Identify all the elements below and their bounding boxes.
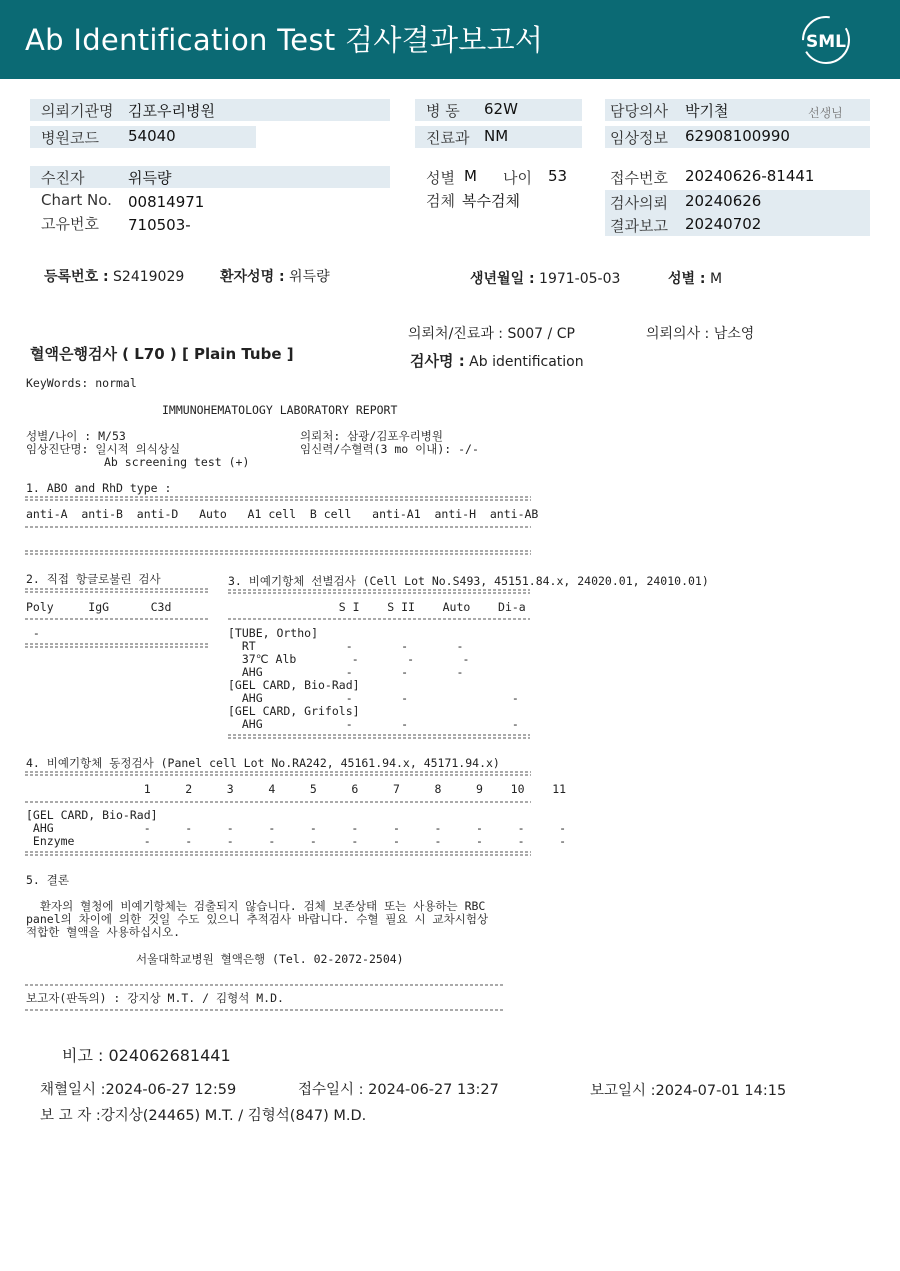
section2-double-rule (25, 587, 209, 595)
id-label: 고유번호 (41, 215, 99, 233)
doctor-value: 박기철 (685, 102, 729, 120)
hospital-value: 김포우리병원 (128, 102, 215, 120)
doctor-suffix: 선생님 (808, 106, 843, 120)
age-value: 53 (548, 167, 568, 185)
blood-bank-hospital: 서울대학교병원 혈액은행 (Tel. 02-2072-2504) (136, 952, 404, 966)
report-time: 보고일시 :2024-07-01 14:15 (590, 1083, 787, 1099)
reporter-top-rule (25, 983, 503, 987)
receipt-label: 접수번호 (610, 169, 668, 187)
doctor-label: 담당의사 (610, 102, 668, 120)
logo-text: SML (806, 32, 846, 52)
receipt-value: 20240626-81441 (685, 167, 815, 185)
section3-end-rule (228, 733, 530, 741)
section4-end-rule (25, 850, 531, 858)
section3-rule (228, 617, 530, 621)
sex-label: 성별 (426, 169, 455, 187)
specimen-label: 검체 (426, 192, 455, 210)
section2-title: 2. 직접 항글로불린 검사 (26, 572, 161, 586)
section1-double-rule (25, 495, 531, 503)
patient-value: 위득량 (128, 169, 172, 187)
reporter-footer: 보 고 자 :강지상(24465) M.T. / 김형석(847) M.D. (40, 1108, 367, 1124)
note: 비고 : 024062681441 (62, 1046, 231, 1065)
report-title: Ab Identification Test 검사결과보고서 (25, 23, 544, 57)
clinical-value: 62908100990 (685, 127, 790, 145)
summary-birth: 생년월일 : 1971-05-03 (470, 271, 621, 287)
referrer: 의뢰처: 삼광/김포우리병원 (300, 429, 443, 443)
summary-name: 환자성명 : 위득량 (220, 269, 330, 285)
section1-end-rule (25, 549, 531, 557)
dept-value: NM (484, 127, 509, 145)
screening: Ab screening test (+) (104, 455, 250, 469)
hospital-label: 의뢰기관명 (41, 102, 114, 120)
id-value: 710503- (128, 216, 191, 234)
section2-end-rule (25, 642, 209, 650)
section4-headers: 1 2 3 4 5 6 7 8 9 10 11 (26, 782, 567, 796)
chart-label: Chart No. (41, 191, 112, 209)
section4-rule (25, 800, 531, 804)
section4-double-rule (25, 770, 531, 778)
summary-reg: 등록번호 : S2419029 (44, 269, 185, 285)
section2-headers: Poly IgG C3d (26, 600, 172, 614)
report-date-value: 20240702 (685, 215, 762, 233)
age-label: 나이 (503, 169, 532, 187)
section3-title: 3. 비예기항체 선별검사 (Cell Lot No.S493, 45151.84.x, 24020.01, 24010.01) (228, 574, 709, 588)
sex-value: M (464, 167, 477, 185)
dept-label: 진료과 (426, 129, 470, 147)
sex-age: 성별/나이 : M/53 (26, 429, 126, 443)
section1-headers: anti-A anti-B anti-D Auto A1 cell B cell anti-A1 anti-H anti-AB (26, 507, 539, 521)
reporter-text: 보고자(판독의) : 강지상 M.T. / 김형석 M.D. (26, 991, 284, 1005)
keywords: KeyWords: normal (26, 376, 137, 390)
section3-headers: S I S II Auto Di-a (228, 600, 526, 614)
section5-title: 5. 결론 (26, 873, 69, 887)
code-label: 병원코드 (41, 129, 99, 147)
section3-rows: [TUBE, Ortho] RT - - - 37℃ Alb - - - AHG - - - [GEL CARD, Bio-Rad] AHG - - - [GEL CARD, Grifols] AHG - - - (228, 626, 519, 731)
section2-rule (25, 617, 209, 621)
reporter-bottom-rule (25, 1008, 503, 1012)
request-value: 20240626 (685, 192, 762, 210)
sml-logo-icon (800, 14, 852, 66)
section1-title: 1. ABO and RhD type : (26, 481, 172, 495)
summary-sex: 성별 : M (668, 271, 723, 287)
request-label: 검사의뢰 (610, 194, 668, 212)
section1-rule (25, 525, 531, 529)
pregnancy: 임신력/수혈력(3 mo 이내): -/- (300, 442, 479, 456)
specimen-value: 복수검체 (462, 192, 520, 210)
ref-dept: 의뢰처/진료과 : S007 / CP (408, 326, 575, 342)
ref-doctor: 의뢰의사 : 남소영 (646, 326, 755, 342)
section2-value: - (26, 626, 40, 640)
diagnosis: 임상진단명: 일시적 의식상실 (26, 442, 181, 456)
test-title: 혈액은행검사 ( L70 ) [ Plain Tube ] (30, 345, 294, 363)
collect-time: 채혈일시 :2024-06-27 12:59 (40, 1082, 237, 1098)
section4-title: 4. 비예기항체 동정검사 (Panel cell Lot No.RA242, 45161.94.x, 45171.94.x) (26, 756, 500, 770)
chart-value: 00814971 (128, 193, 205, 211)
code-value: 54040 (128, 127, 176, 145)
lab-title: IMMUNOHEMATOLOGY LABORATORY REPORT (162, 403, 398, 417)
clinical-label: 임상정보 (610, 129, 668, 147)
section3-double-rule (228, 588, 530, 596)
section4-rows: [GEL CARD, Bio-Rad] AHG - - - - - - - - - - - Enzyme - - - - - - - - - - - (26, 808, 567, 848)
ward-label: 병 동 (426, 102, 460, 120)
patient-label: 수진자 (41, 169, 85, 187)
report-date-label: 결과보고 (610, 217, 668, 235)
ward-value: 62W (484, 100, 518, 118)
report-header (0, 0, 900, 79)
test-name: 검사명 : Ab identification (410, 352, 584, 370)
receive-time: 접수일시 : 2024-06-27 13:27 (298, 1082, 499, 1098)
conclusion-text: 환자의 혈청에 비예기항체는 검출되지 않습니다. 검체 보존상태 또는 사용하는 RBC panel의 차이에 의한 것일 수도 있으니 추적검사 바랍니다. 수혈 필요 시 교차시험상 적합한 혈액을 사용하십시오. (26, 899, 489, 939)
